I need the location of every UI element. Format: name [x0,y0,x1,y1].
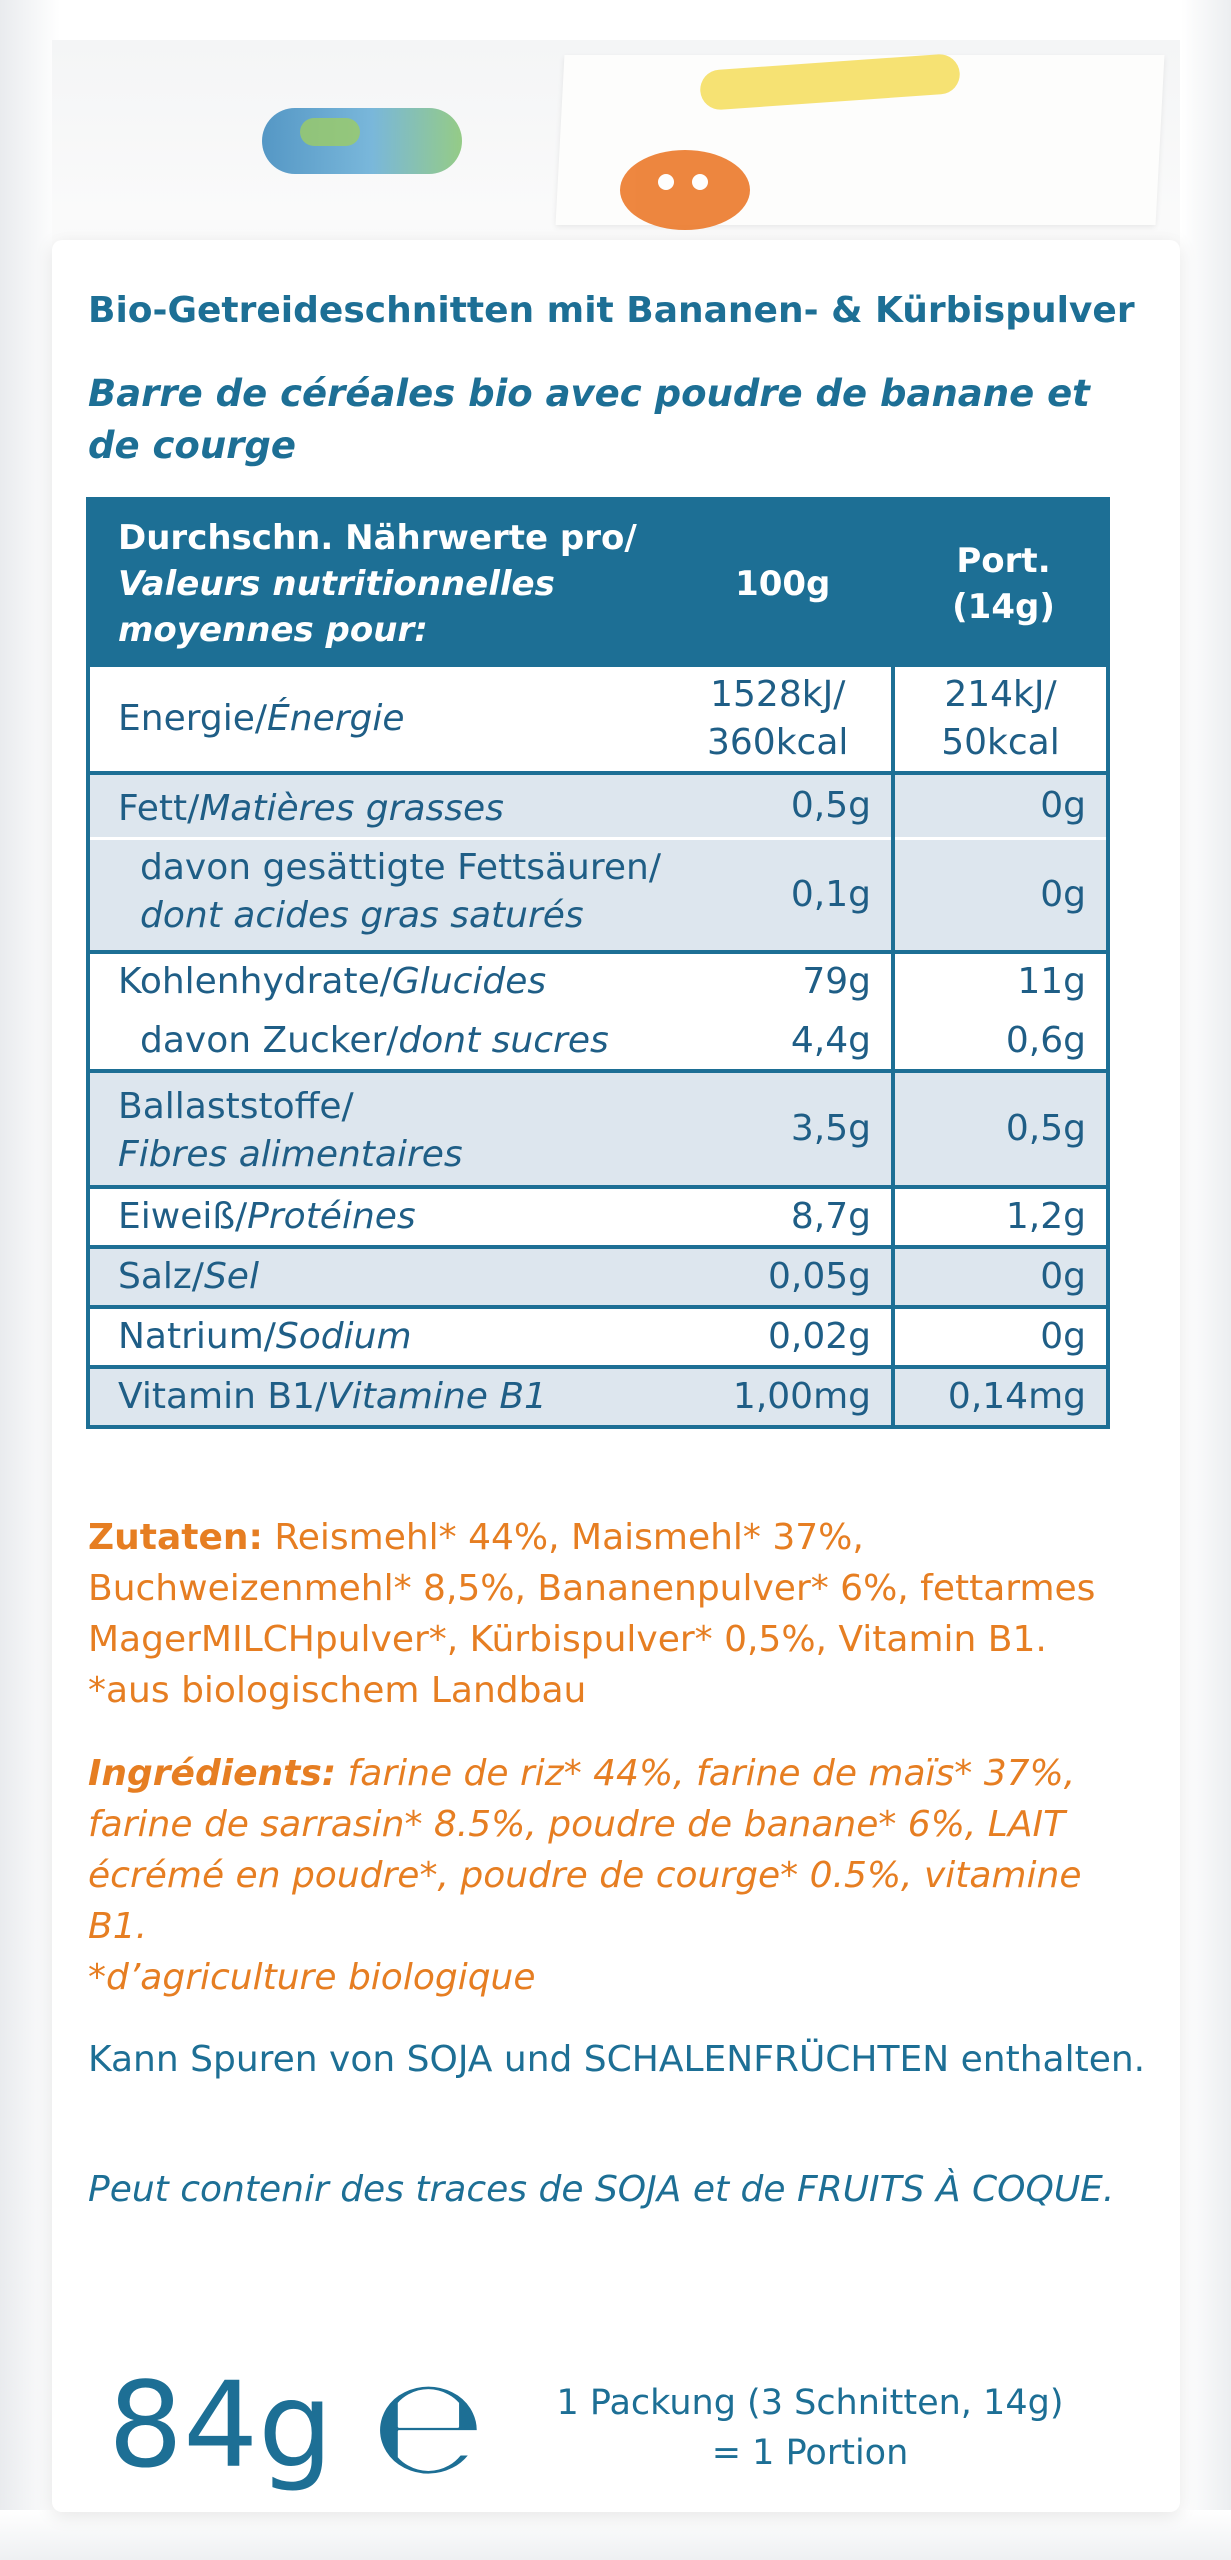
ingredients-fr [88,1748,1148,2003]
row-label [88,665,664,773]
label-de: Salz/ [118,1256,204,1297]
value-100g: 3,5g [664,1071,893,1187]
value-100g: 79g [664,952,893,1012]
ingredients-fr-label: Ingrédients: [88,1753,337,1794]
ingredients-de-text: Reismehl* 44%, Maismehl* 37%, Buchweizenmehl* 8,5%, Bananenpulver* 6%, fettarmes MagerMILCHpulver*, Kürbispulver* 0,5%, Vitamin B1. [88,1517,1096,1660]
row-salz [88,1247,1108,1307]
value-portion: 214kJ/ 50kcal [893,665,1108,773]
ingredients-fr-text: farine de riz* 44%, farine de maïs* 37%, farine de sarrasin* 8.5%, poudre de banane* 6%, LAIT écrémé en poudre*, poudre de courge* 0.5%, vitamine B1. [88,1753,1082,1947]
product-title-fr: Barre de céréales bio avec poudre de banane et de courge [88,372,1090,467]
value-100g: 0,02g [664,1307,893,1367]
nutrition-table-header [88,499,1108,665]
label-de: Vitamin B1/ [118,1376,328,1417]
row-energie [88,665,1108,773]
portion-info-line2: = 1 Portion [711,2433,909,2473]
label-fr: Énergie [267,698,405,739]
brand-logo-image [262,108,462,174]
value-portion: 1,2g [893,1187,1108,1247]
value-100g: 0,05g [664,1247,893,1307]
nutrition-table [86,497,1110,1429]
value-portion: 0,5g [893,1071,1108,1187]
row-kohlenhydrate [88,952,1108,1012]
header-col-portion: Port. (14g) [893,499,1108,665]
row-label [88,1187,664,1247]
label-de: Fett/ [118,788,200,829]
label-de: Ballaststoffe/ [118,1086,354,1127]
label-de: Energie/ [118,698,268,739]
row-label [88,1012,664,1072]
row-label [88,1367,664,1427]
row-eiweiss [88,1187,1108,1247]
ingredients-de-footnote: *aus biologischem Landbau [88,1670,587,1711]
row-natrium [88,1307,1108,1367]
value-portion: 0g [893,839,1108,953]
header-label [88,499,664,665]
label-fr: dont acides gras saturés [140,895,584,936]
label-fr: dont sucres [398,1020,609,1061]
label-fr: Sel [203,1256,259,1297]
label-de: Kohlenhydrate/ [118,961,392,1002]
value-portion: 0g [893,1247,1108,1307]
row-label [88,839,664,953]
label-fr: Fibres alimentaires [118,1134,463,1175]
header-col-100g: 100g [664,499,893,665]
value-100g: 1,00mg [664,1367,893,1427]
header-label-de: Durchschn. Nährwerte pro/ [118,518,637,558]
row-label [88,773,664,839]
box-bottom-edge [0,2510,1231,2560]
value-100g: 4,4g [664,1012,893,1072]
label-indent [118,844,661,940]
row-vitamin-b1 [88,1367,1108,1427]
label-fr: Protéines [247,1196,416,1237]
label-fr: Sodium [275,1316,412,1357]
ingredients-de [88,1512,1128,1716]
net-weight: 84g [108,2356,334,2494]
product-title-de: Bio-Getreideschnitten mit Bananen- & Kürbispulver [88,290,1135,331]
row-fettsaeuren [88,839,1108,953]
value-100g: 8,7g [664,1187,893,1247]
label-de: Natrium/ [118,1316,276,1357]
value-portion: 0g [893,1307,1108,1367]
label-fr: Glucides [391,961,547,1002]
allergen-notice-de: Kann Spuren von SOJA und SCHALENFRÜCHTEN enthalten. [88,2039,1146,2080]
label-indent [118,1017,609,1065]
row-label [88,952,664,1012]
portion-info-line1: 1 Packung (3 Schnitten, 14g) [556,2383,1064,2423]
box-right-edge [1181,0,1231,2560]
value-100g: 0,1g [664,839,893,953]
value-portion: 0,6g [893,1012,1108,1072]
value-portion: 0g [893,773,1108,839]
row-label [88,1071,664,1187]
pumpkin-eye-right [692,174,708,190]
label-fr: Matières grasses [199,788,504,829]
value-100g: 0,5g [664,773,893,839]
row-fett [88,773,1108,839]
estimated-sign-icon: ℮ [372,2350,485,2504]
row-zucker [88,1012,1108,1072]
label-fr: Vitamine B1 [327,1376,547,1417]
ingredients-de-label: Zutaten: [88,1517,263,1558]
value-100g: 1528kJ/ 360kcal [664,665,893,773]
label-de: davon Zucker/ [140,1020,399,1061]
value-portion: 11g [893,952,1108,1012]
pumpkin-eye-left [658,174,674,190]
ingredients-fr-footnote: *d’agriculture biologique [88,1957,536,1998]
label-de: Eiweiß/ [118,1196,248,1237]
value-portion: 0,14mg [893,1367,1108,1427]
row-ballaststoffe [88,1071,1108,1187]
row-label [88,1247,664,1307]
portion-info [520,2378,1100,2478]
brand-logo-accent [300,118,360,146]
row-label [88,1307,664,1367]
pumpkin-illustration [620,150,750,230]
box-left-edge [0,0,60,2560]
allergen-notice-fr: Peut contenir des traces de SOJA et de FRUITS À COQUE. [88,2169,1115,2210]
label-de: davon gesättigte Fettsäuren/ [140,847,661,888]
header-label-fr: Valeurs nutritionnelles moyennes pour: [118,564,555,650]
